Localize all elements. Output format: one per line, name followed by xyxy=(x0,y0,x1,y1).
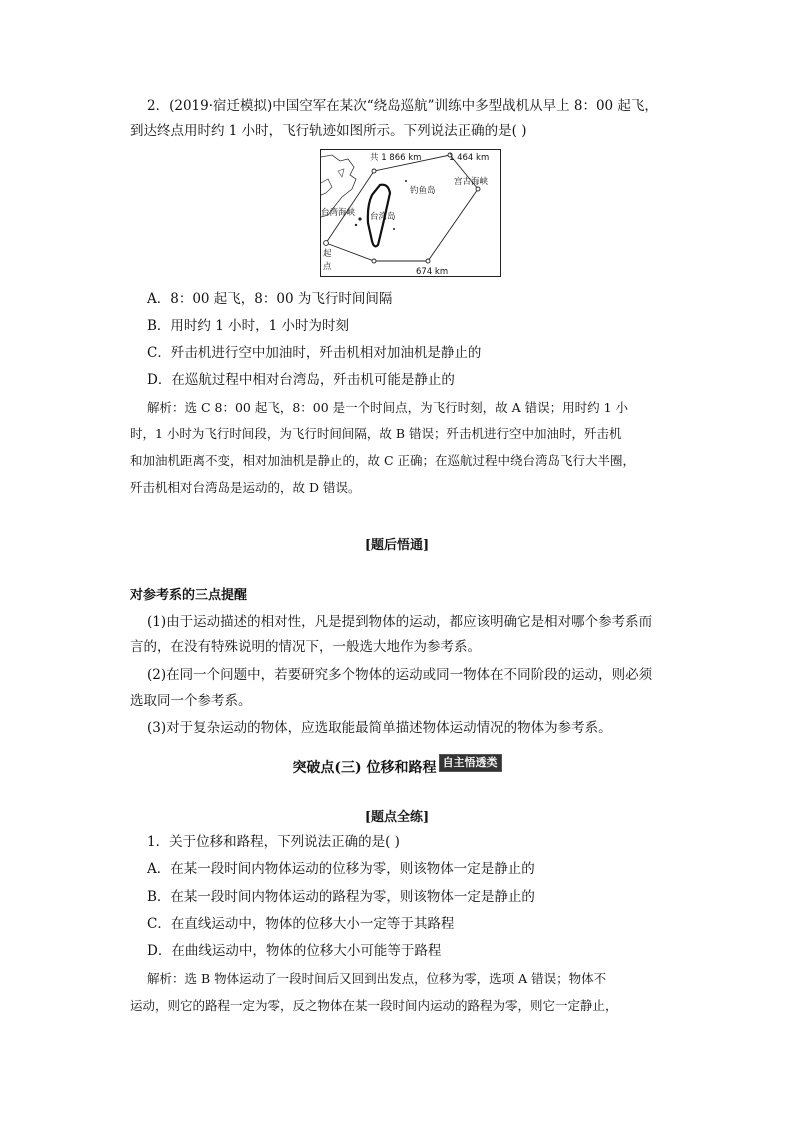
diaoyu-islet xyxy=(405,180,407,182)
map-label-start-1: 起 xyxy=(323,249,332,259)
afterthought-point-2-line-1: (2)在同一个问题中，若要研究多个物体的运动或同一物体在不同阶段的运动，则必须 xyxy=(147,667,653,683)
question-2-explanation-line-3: 和加油机距离不变，相对加油机是静止的，故 C 正确；在巡航过程中绕台湾岛飞行大半圈， xyxy=(130,453,636,468)
question-2-explanation-line-2: 时，1 小时为飞行时间段，为飞行时间间隔，故 B 错误；歼击机进行空中加油时，歼击机 xyxy=(130,426,622,441)
practice-subheading: [题点全练] xyxy=(364,810,430,825)
map-label-start-2: 点 xyxy=(323,262,332,272)
map-label-taiwan-strait: 台湾海峡 xyxy=(321,208,356,218)
self-study-tag: 自主悟透类 xyxy=(439,754,502,772)
question-1-explanation-line-2: 运动，则它的路程一定为零，反之物体在某一段时间内运动的路程为零，则它一定静止， xyxy=(130,998,618,1013)
map-label-taiwan-island: 台湾岛 xyxy=(370,212,396,222)
start-point-marker xyxy=(324,241,329,246)
question-2-option-c: C．歼击机进行空中加油时，歼击机相对加油机是静止的 xyxy=(147,345,482,361)
question-1-option-a: A．在某一段时间内物体运动的位移为零，则该物体一定是静止的 xyxy=(147,861,535,877)
afterthought-point-2-line-2: 选取同一个参考系。 xyxy=(130,693,252,709)
afterthought-title: 对参考系的三点提醒 xyxy=(130,588,248,603)
waypoint-marker xyxy=(426,259,430,263)
waypoint-marker xyxy=(476,187,480,191)
question-1-option-d: D．在曲线运动中，物体的位移大小可能等于路程 xyxy=(147,943,442,959)
question-2-stem-line-2: 到达终点用时约 1 小时，飞行轨迹如图所示。下列说法正确的是( ) xyxy=(130,123,527,139)
map-label-total-distance: 共 1 866 km xyxy=(370,153,422,163)
map-label-miyako-strait: 宫古海峡 xyxy=(454,177,489,187)
afterthought-heading: [题后悟通] xyxy=(364,538,430,553)
penghu-islet xyxy=(358,217,361,220)
question-2-option-d: D．在巡航过程中相对台湾岛，歼击机可能是静止的 xyxy=(147,372,455,388)
afterthought-point-1-line-1: (1)由于运动描述的相对性，凡是提到物体的运动，都应该明确它是相对哪个参考系而 xyxy=(147,614,653,630)
question-2-explanation-line-1: 解析：选 C 8：00 起飞，8：00 是一个时间点，为飞行时刻，故 A 错误；用时约 1 小 xyxy=(147,400,629,415)
question-2-explanation-line-4: 歼击机相对台湾岛是运动的，故 D 错误。 xyxy=(130,480,361,495)
question-2-option-a: A．8：00 起飞，8：00 为飞行时间间隔 xyxy=(147,291,393,307)
penghu-islet xyxy=(355,224,357,226)
question-1-stem: 1．关于位移和路程，下列说法正确的是( ) xyxy=(147,834,400,850)
map-label-674km: 674 km xyxy=(416,267,449,277)
breakthrough-heading-row xyxy=(0,754,794,777)
waypoint-marker xyxy=(372,259,376,263)
flight-path-map xyxy=(320,149,501,277)
islet xyxy=(393,228,395,230)
question-2-stem-line-1: 2．(2019·宿迁模拟)中国空军在某次“绕岛巡航”训练中多型战机从早上 8：00 起飞， xyxy=(147,98,658,114)
question-2-option-b: B．用时约 1 小时，1 小时为时刻 xyxy=(147,318,349,334)
question-1-option-c: C．在直线运动中，物体的位移大小一定等于其路程 xyxy=(147,916,455,932)
map-label-1464km: 1 464 km xyxy=(449,153,490,163)
breakthrough-heading: 突破点(三) 位移和路程 xyxy=(292,760,437,776)
afterthought-point-1-line-2: 言的，在没有特殊说明的情况下，一般选大地作为参考系。 xyxy=(130,639,481,655)
question-1-option-b: B．在某一段时间内物体运动的路程为零，则该物体一定是静止的 xyxy=(147,889,535,905)
afterthought-point-3: (3)对于复杂运动的物体，应选取能最简单描述物体运动情况的物体为参考系。 xyxy=(147,720,612,736)
waypoint-marker xyxy=(372,169,376,173)
flight-path-map-svg xyxy=(320,149,501,277)
map-label-diaoyu-island: 钓鱼岛 xyxy=(410,186,436,196)
question-1-explanation-line-1: 解析：选 B 物体运动了一段时间后又回到出发点，位移为零，选项 A 错误；物体不 xyxy=(147,971,607,986)
